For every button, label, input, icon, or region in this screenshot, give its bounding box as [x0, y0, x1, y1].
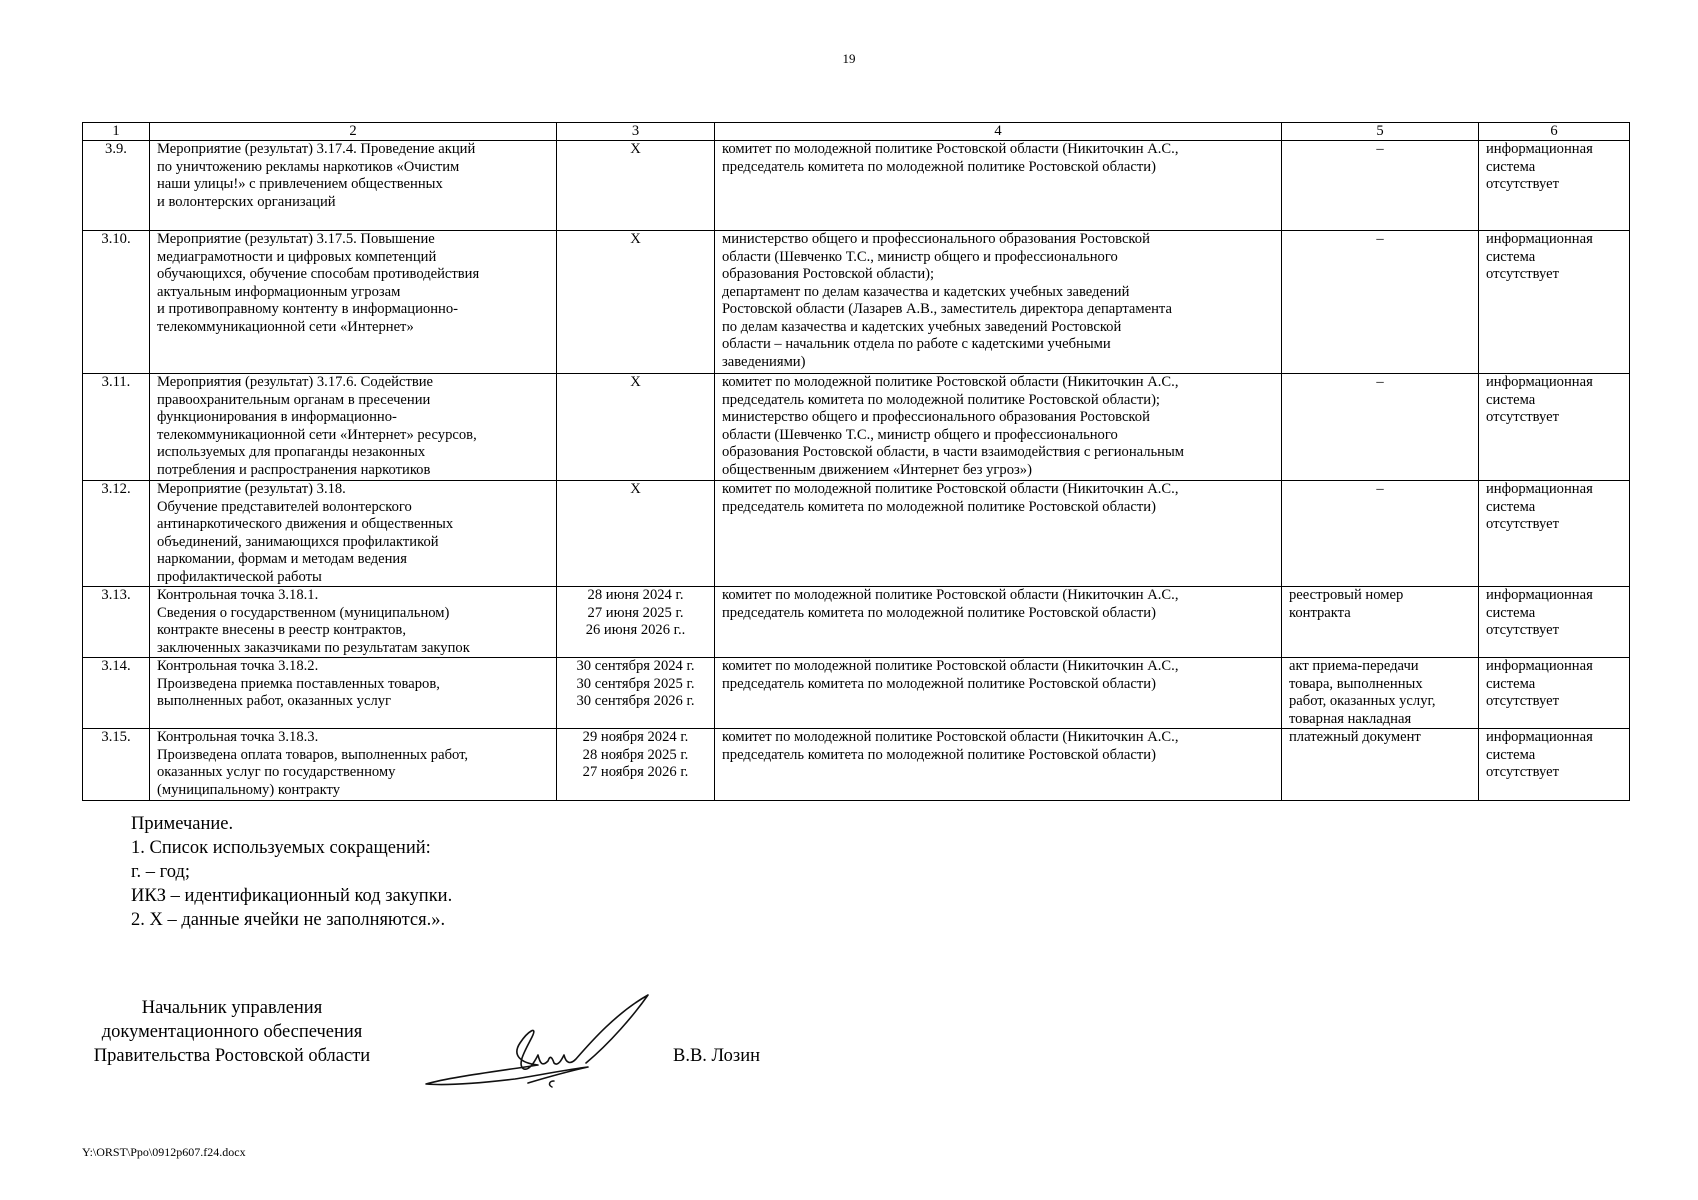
signer-title-line: документационного обеспечения [101, 1022, 363, 1042]
item-document: – [1282, 374, 1479, 481]
table-row [83, 141, 1630, 231]
file-path: Y:\ORST\Ppo\0912p607.f24.docx [82, 1145, 246, 1159]
column-number-5: 5 [1282, 123, 1479, 141]
row-number: 3.13. [83, 587, 150, 658]
column-number-row [83, 123, 1630, 141]
item-document: платежный документ [1282, 729, 1479, 801]
item-information-system: информационная система отсутствует [1479, 141, 1630, 231]
row-number: 3.10. [83, 231, 150, 374]
item-information-system: информационная система отсутствует [1479, 374, 1630, 481]
item-date: 29 ноября 2024 г. 28 ноября 2025 г. 27 ноября 2026 г. [557, 729, 715, 801]
notes-block [131, 812, 452, 932]
signer-name: В.В. Лозин [673, 1046, 760, 1066]
item-responsible: комитет по молодежной политике Ростовской области (Никиточкин А.С., председатель комитета по молодежной политике Ростовской области) [715, 658, 1282, 729]
table-row [83, 374, 1630, 481]
column-number-3: 3 [557, 123, 715, 141]
item-responsible: комитет по молодежной политике Ростовской области (Никиточкин А.С., председатель комитета по молодежной политике Ростовской области) [715, 729, 1282, 801]
item-responsible: комитет по молодежной политике Ростовской области (Никиточкин А.С., председатель комитета по молодежной политике Ростовской области) [715, 141, 1282, 231]
handwritten-signature [420, 985, 660, 1095]
page-number: 19 [842, 51, 856, 66]
column-number-2: 2 [150, 123, 557, 141]
column-number-1: 1 [83, 123, 150, 141]
item-responsible: министерство общего и профессионального образования Ростовской области (Шевченко Т.С., министр общего и профессионального образования Ростовской области); департамент по делам казачества и кадетских учебных заведений Ростовской области (Лазарев А.В., заместитель директора департамента по делам казачества и кадетских учебных заведений Ростовской области – начальник отдела по работе с кадетскими учебными заведениями) [715, 231, 1282, 374]
table-row [83, 729, 1630, 801]
table-row [83, 587, 1630, 658]
table-row [83, 481, 1630, 587]
item-name: Контрольная точка 3.18.2. Произведена приемка поставленных товаров, выполненных работ, оказанных услуг [150, 658, 557, 729]
column-number-6: 6 [1479, 123, 1630, 141]
item-date: 30 сентября 2024 г. 30 сентября 2025 г. 30 сентября 2026 г. [557, 658, 715, 729]
item-responsible: комитет по молодежной политике Ростовской области (Никиточкин А.С., председатель комитета по молодежной политике Ростовской области); министерство общего и профессионального образования Ростовской области (Шевченко Т.С., министр общего и профессионального образования Ростовской области, в части взаимодействия с региональным общественным движением «Интернет без угроз») [715, 374, 1282, 481]
row-number: 3.15. [83, 729, 150, 801]
table-row [83, 658, 1630, 729]
item-date: Х [557, 141, 715, 231]
item-document: – [1282, 481, 1479, 587]
item-responsible: комитет по молодежной политике Ростовской области (Никиточкин А.С., председатель комитета по молодежной политике Ростовской области) [715, 481, 1282, 587]
item-name: Мероприятия (результат) 3.17.6. Содействие правоохранительным органам в пресечении функционирования в информационно- телекоммуникационной сети «Интернет» ресурсов, используемых для пропаганды незаконных потребления и распространения наркотиков [150, 374, 557, 481]
item-information-system: информационная система отсутствует [1479, 658, 1630, 729]
item-name: Мероприятие (результат) 3.17.4. Проведение акций по уничтожению рекламы наркотиков «Очистим наши улицы!» с привлечением общественных и волонтерских организаций [150, 141, 557, 231]
item-date: Х [557, 481, 715, 587]
row-number: 3.11. [83, 374, 150, 481]
signer-title-line: Правительства Ростовской области [93, 1046, 371, 1066]
column-number-4: 4 [715, 123, 1282, 141]
item-responsible: комитет по молодежной политике Ростовской области (Никиточкин А.С., председатель комитета по молодежной политике Ростовской области) [715, 587, 1282, 658]
plan-table [82, 122, 1630, 801]
signer-title [82, 996, 382, 1068]
notes-line: 2. Х – данные ячейки не заполняются.». [131, 910, 446, 930]
item-document: – [1282, 231, 1479, 374]
item-name: Мероприятие (результат) 3.17.5. Повышение медиаграмотности и цифровых компетенций обучающихся, обучение способам противодействия актуальным информационным угрозам и противоправному контенту в информационно- телекоммуникационной сети «Интернет» [150, 231, 557, 374]
signer-title-line: Начальник управления [141, 998, 323, 1018]
notes-line: ИКЗ – идентификационный код закупки. [131, 886, 453, 906]
notes-heading: Примечание. [131, 814, 234, 834]
item-information-system: информационная система отсутствует [1479, 587, 1630, 658]
row-number: 3.14. [83, 658, 150, 729]
item-date: Х [557, 374, 715, 481]
item-name: Контрольная точка 3.18.3. Произведена оплата товаров, выполненных работ, оказанных услуг по государственному (муниципальному) контракту [150, 729, 557, 801]
item-name: Мероприятие (результат) 3.18. Обучение представителей волонтерского антинаркотического движения и общественных объединений, занимающихся профилактикой наркомании, формам и методам ведения профилактической работы [150, 481, 557, 587]
notes-line: г. – год; [131, 862, 191, 882]
item-date: Х [557, 231, 715, 374]
item-date: 28 июня 2024 г. 27 июня 2025 г. 26 июня 2026 г.. [557, 587, 715, 658]
table-row [83, 231, 1630, 374]
item-document: – [1282, 141, 1479, 231]
item-information-system: информационная система отсутствует [1479, 481, 1630, 587]
item-information-system: информационная система отсутствует [1479, 729, 1630, 801]
notes-line: 1. Список используемых сокращений: [131, 838, 431, 858]
item-name: Контрольная точка 3.18.1. Сведения о государственном (муниципальном) контракте внесены в реестр контрактов, заключенных заказчиками по результатам закупок [150, 587, 557, 658]
row-number: 3.9. [83, 141, 150, 231]
item-information-system: информационная система отсутствует [1479, 231, 1630, 374]
row-number: 3.12. [83, 481, 150, 587]
item-document: реестровый номер контракта [1282, 587, 1479, 658]
item-document: акт приема-передачи товара, выполненных работ, оказанных услуг, товарная накладная [1282, 658, 1479, 729]
